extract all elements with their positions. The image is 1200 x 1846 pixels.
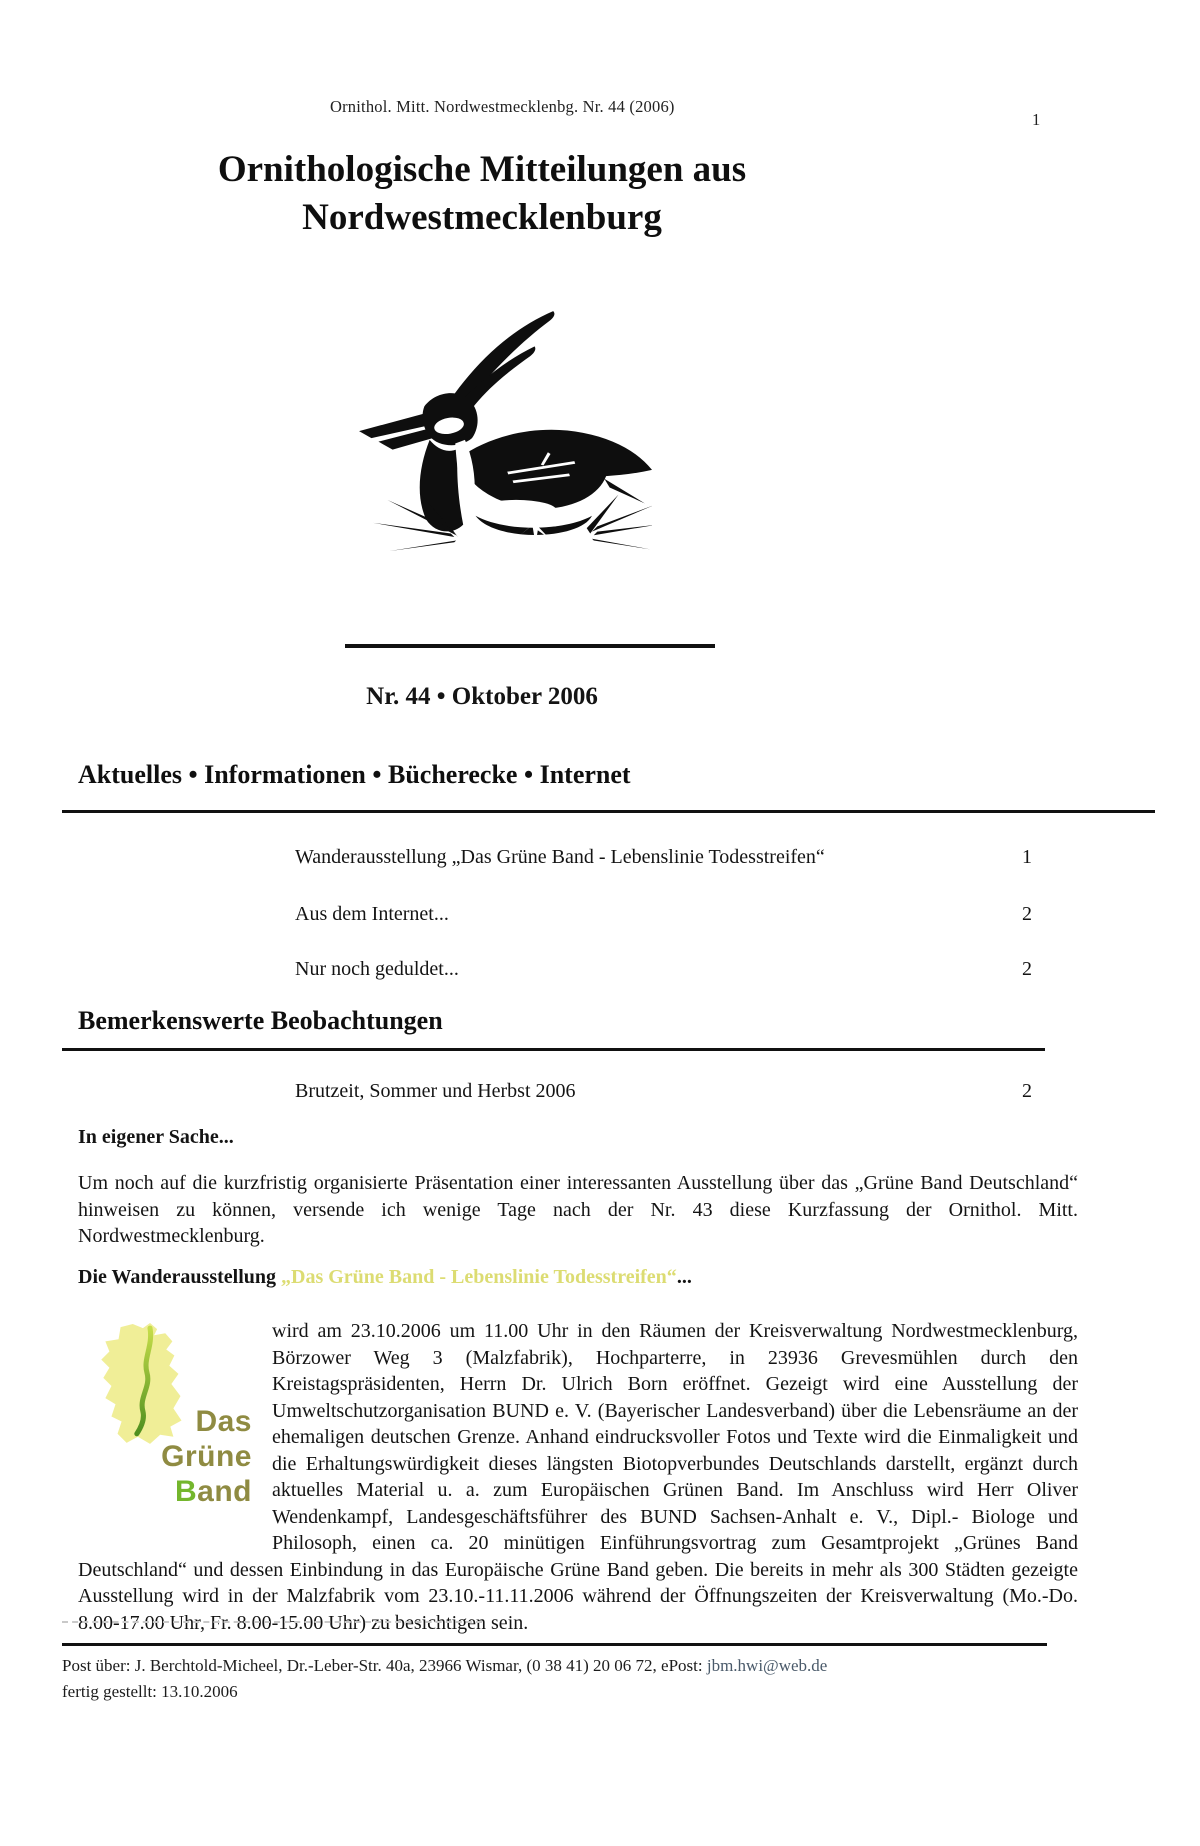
newsletter-title [62, 146, 902, 242]
divider-under-illustration [345, 644, 715, 648]
footer-contact-line [62, 1656, 827, 1676]
lead-bold-text: Die Wanderausstellung [78, 1266, 281, 1288]
subheading-in-eigener-sache: In eigener Sache... [78, 1126, 234, 1148]
toc-entry-label: Wanderausstellung „Das Grüne Band - Lebenslinie Todesstreifen“ [295, 846, 825, 868]
logo-word-das: Das [195, 1405, 252, 1438]
logo-word-band [161, 1474, 252, 1509]
wanderausstellung-body [78, 1318, 1078, 1636]
lapwing-bird-icon [352, 278, 652, 563]
footer-faint-dashed-line [62, 1621, 482, 1623]
wanderausstellung-body-text: wird am 23.10.2006 um 11.00 Uhr in den Räumen der Kreisverwaltung Nordwestmecklenburg, Börzower Weg 3 (Malzfabrik), Hochparterre, in 23936 Grevesmühlen durch den Kreistagspräsidenten, Herrn Dr. Ulrich Born eröffnet. Gezeigt wird eine Ausstellung der Umweltschutzorganisation BUND e. V. (Bayerischer Landesverband) über die Lebensräume an der ehemaligen deutschen Grenze. Anhand eindrucksvoller Fotos und Texte wird die Einmaligkeit und die Erhaltungswürdigkeit dieses längsten Biotopverbundes Deutschlands darstellt, ergänzt durch aktuelles Material u. a. zum Europäischen Grünen Band. Im Anschluss wird Herr Oliver Wendenkampf, Landesgeschäftsführer des BUND Sachsen-Anhalt e. V., Dipl.- Biologe und Philosoph, einen ca. 20 minütigen Einführungsvortrag zum Gesamtprojekt „Grünes Band Deutschland“ und dessen Einbindung in das Europäische Grüne Band geben. Die bereits in mehr als 300 Städten gezeigte Ausstellung wird in der Malzfabrik vom 23.10.-11.11.2006 während der Öffnungszeiten der Kreisverwaltung (Mo.-Do. 8.00-17.00 Uhr, Fr. 8.00-15.00 Uhr) zu besichtigen sein. [78, 1320, 1078, 1634]
lapwing-illustration [352, 278, 652, 563]
toc-entry-page: 2 [1022, 903, 1032, 925]
toc-entry-page: 2 [1022, 958, 1032, 980]
footer-contact-text: Post über: J. Berchtold-Micheel, Dr.-Leber-Str. 40a, 23966 Wismar, (0 38 41) 20 06 72, ePost: [62, 1656, 707, 1675]
issue-line: Nr. 44 • Oktober 2006 [366, 683, 598, 710]
toc-entry-label: Brutzeit, Sommer und Herbst 2006 [295, 1080, 576, 1102]
toc-entry-label: Nur noch geduldet... [295, 958, 459, 980]
page-number: 1 [1032, 110, 1041, 129]
paragraph-in-eigener-sache: Um noch auf die kurzfristig organisierte Präsentation einer interessanten Ausstellung über das „Grüne Band Deutschland“ hinweisen zu können, versende ich wenige Tage nach der Nr. 43 diese Kurzfassung der Ornithol. Mitt. Nordwestmecklenburg. [78, 1172, 1078, 1247]
gruenes-band-logo [78, 1320, 254, 1532]
title-line-2: Nordwestmecklenburg [302, 197, 662, 238]
running-header: Ornithol. Mitt. Nordwestmecklenbg. Nr. 44 (2006) [330, 97, 675, 116]
footer-divider [62, 1643, 1047, 1646]
logo-band-initial: B [174, 1475, 198, 1508]
title-line-1: Ornithologische Mitteilungen aus [217, 149, 747, 190]
toc-entry-page: 2 [1022, 1080, 1032, 1102]
toc-entry-label: Aus dem Internet... [295, 903, 449, 925]
wanderausstellung-lead [78, 1266, 1078, 1289]
divider-aktuelles [62, 810, 1155, 813]
gruenes-band-wordmark [161, 1404, 252, 1509]
logo-word-gruene: Grüne [161, 1440, 252, 1473]
divider-beobachtungen [62, 1048, 1045, 1051]
logo-band-rest: and [197, 1475, 252, 1508]
footer-completion-date: fertig gestellt: 13.10.2006 [62, 1682, 238, 1701]
section-heading-beobachtungen: Bemerkenswerte Beobachtungen [78, 1006, 443, 1035]
lead-ellipsis: ... [676, 1266, 692, 1288]
lead-faded-exhibition-title: „Das Grüne Band - Lebenslinie Todesstreifen“ [281, 1266, 677, 1288]
footer-email: jbm.hwi@web.de [706, 1656, 828, 1675]
section-heading-aktuelles: Aktuelles • Informationen • Bücherecke • Internet [78, 760, 631, 789]
toc-entry-page: 1 [1022, 846, 1032, 868]
